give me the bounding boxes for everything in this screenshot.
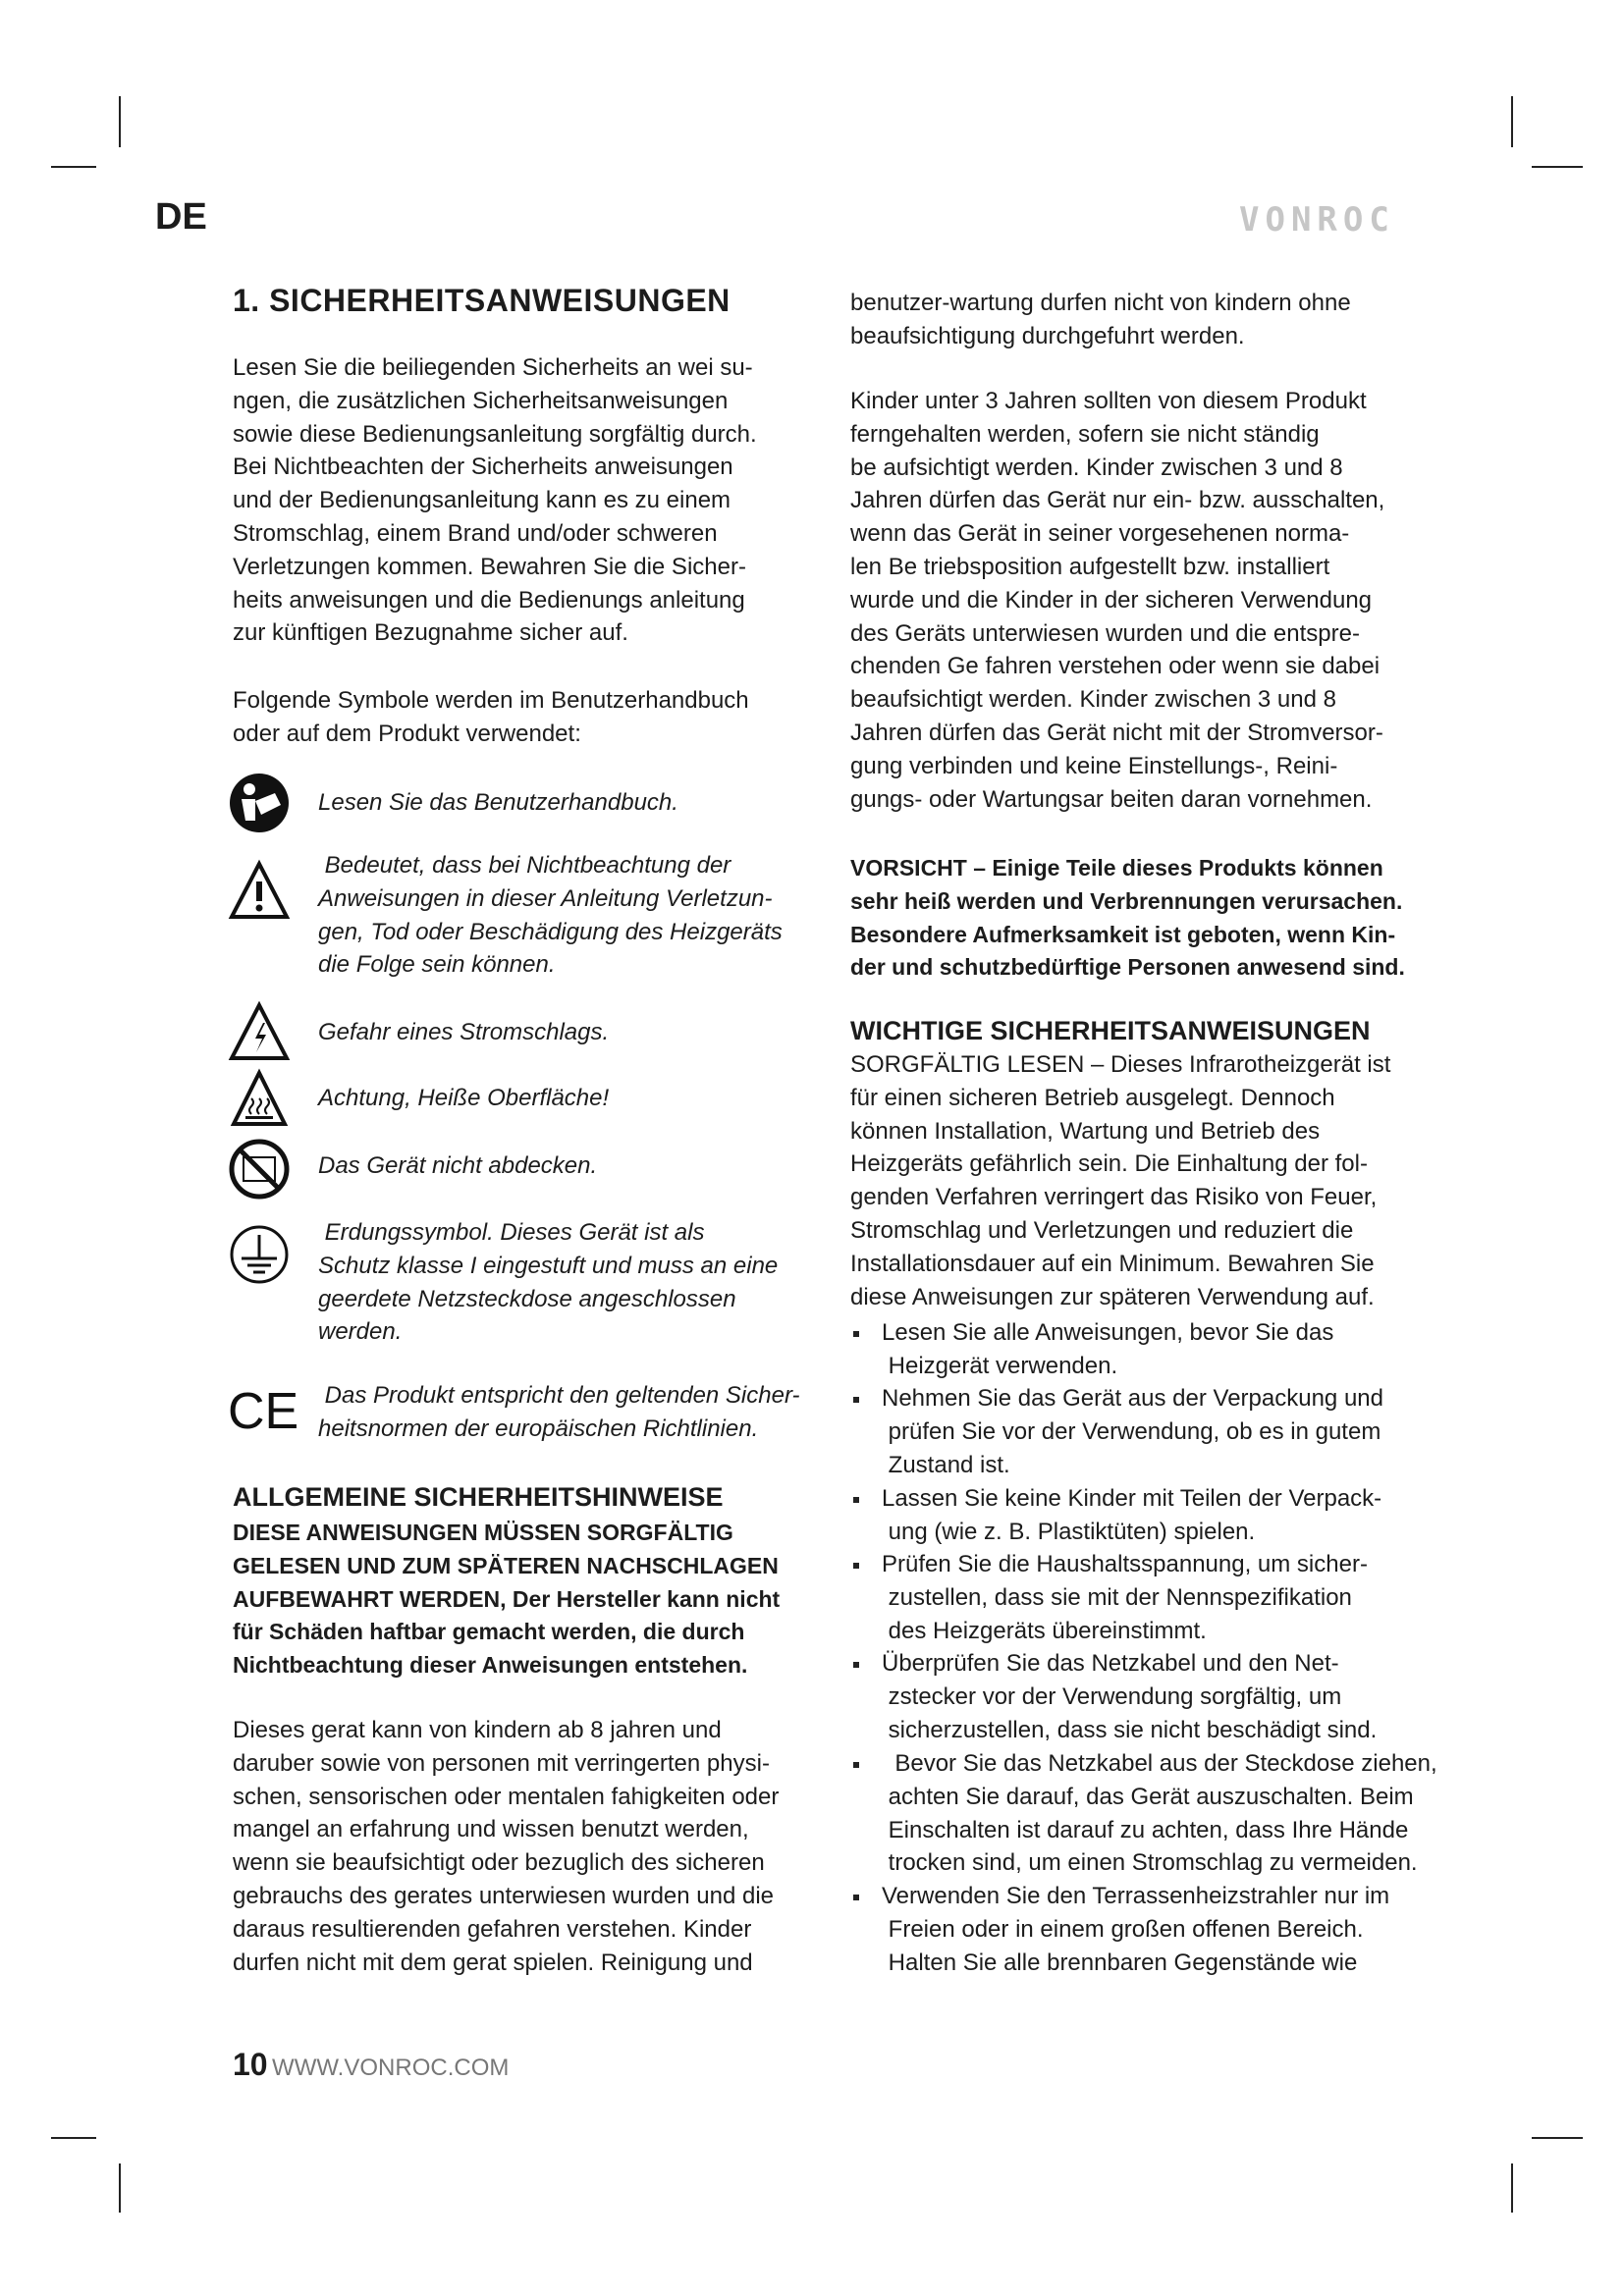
text-line: Besondere Aufmerksamkeit ist geboten, wenn Kin-: [850, 921, 1396, 947]
text-line: Schutz klasse I eingestuft und muss an eine: [318, 1252, 779, 1279]
hot-surface-icon: [228, 1067, 291, 1130]
crop-mark: [1511, 96, 1513, 147]
children-under-3-paragraph: [850, 385, 1384, 816]
text-line: zstecker vor der Verwendung sorgfältig, um: [882, 1682, 1342, 1710]
text-line: len Be triebsposition aufgestellt bzw. installiert: [850, 553, 1330, 580]
text-line: für Schäden haftbar gemacht werden, die durch: [233, 1619, 745, 1645]
text-line: Zustand ist.: [882, 1451, 1010, 1478]
text-line: benutzer-wartung durfen nicht von kindern ohne: [850, 290, 1351, 316]
do-not-cover-icon: [228, 1138, 291, 1201]
text-line: Kinder unter 3 Jahren sollten von diesem Produkt: [850, 388, 1367, 414]
website-link[interactable]: WWW.VONROC.COM: [272, 2055, 510, 2081]
text-line: prüfen Sie vor der Verwendung, ob es in gutem: [882, 1417, 1381, 1445]
text-line: beaufsichtigt werden. Kinder zwischen 3 und 8: [850, 686, 1336, 714]
text-line: Heizgeräts gefährlich sein. Die Einhaltung der fol-: [850, 1150, 1368, 1178]
text-line: und der Bedienungsanleitung kann es zu einem: [233, 487, 731, 514]
page-number: 10: [233, 2047, 268, 2082]
bullet-marker: [853, 1497, 859, 1503]
text-line: gen, Tod oder Beschädigung des Heizgeräts: [318, 918, 783, 945]
text-line: wenn das Gerät in seiner vorgesehenen norma-: [850, 520, 1350, 548]
text-line: Freien oder in einem großen offenen Bereich.: [882, 1915, 1364, 1943]
text-line: sehr heiß werden und Verbrennungen verursachen.: [850, 887, 1403, 914]
crop-mark: [1511, 2163, 1513, 2213]
bullet-item: [882, 1482, 1381, 1549]
text-line: DIESE ANWEISUNGEN MÜSSEN SORGFÄLTIG: [233, 1520, 733, 1545]
text-line: Gefahr eines Stromschlags.: [318, 1019, 610, 1045]
text-line: heits anweisungen und die Bedienungs anleitung: [233, 586, 745, 614]
text-line: Lesen Sie das Benutzerhandbuch.: [318, 789, 678, 816]
general-safety-title: ALLGEMEINE SICHERHEITSHINWEISE: [233, 1482, 724, 1512]
symbol-description: [318, 849, 783, 982]
bullet-item: [882, 1548, 1368, 1647]
text-line: Überprüfen Sie das Netzkabel und den Net-: [882, 1650, 1339, 1677]
text-line: durfen nicht mit dem gerat spielen. Reinigung und: [233, 1949, 753, 1976]
text-line: oder auf dem Produkt verwendet:: [233, 720, 581, 747]
crop-mark: [1532, 166, 1583, 168]
text-line: GELESEN UND ZUM SPÄTEREN NACHSCHLAGEN: [233, 1552, 779, 1578]
electric-shock-icon: [228, 1001, 291, 1064]
text-line: werden.: [318, 1318, 403, 1346]
symbol-description: [318, 1149, 597, 1183]
symbol-description: [318, 1379, 800, 1446]
symbol-description: [318, 1016, 609, 1049]
text-line: Bei Nichtbeachten der Sicherheits anweisungen: [233, 454, 733, 481]
text-line: Verwenden Sie den Terrassenheizstrahler nur im: [882, 1883, 1390, 1909]
crop-mark: [51, 166, 96, 168]
text-line: daruber sowie von personen mit verringerten physi-: [233, 1749, 770, 1777]
ce-mark-icon: [228, 1379, 299, 1442]
text-line: Lesen Sie alle Anweisungen, bevor Sie das: [882, 1319, 1334, 1346]
text-line: Heizgerät verwenden.: [882, 1352, 1118, 1379]
text-line: des Geräts unterwiesen wurden und die entspre-: [850, 619, 1360, 647]
general-safety-warning: [233, 1517, 780, 1682]
text-line: Stromschlag und Verletzungen und reduziert die: [850, 1216, 1354, 1244]
text-line: VORSICHT – Einige Teile dieses Produkts können: [850, 855, 1383, 881]
text-line: Nehmen Sie das Gerät aus der Verpackung und: [882, 1385, 1383, 1412]
text-line: zustellen, dass sie mit der Nennspezifikation: [882, 1583, 1352, 1611]
text-line: AUFBEWAHRT WERDEN, Der Hersteller kann nicht: [233, 1585, 781, 1612]
warning-icon: [228, 860, 291, 923]
text-line: der und schutzbedürftige Personen anwesend sind.: [850, 954, 1405, 981]
bullet-item: [882, 1747, 1437, 1880]
language-code: DE: [155, 196, 207, 238]
crop-mark: [1532, 2137, 1583, 2139]
text-line: be aufsichtigt werden. Kinder zwischen 3 und 8: [850, 454, 1343, 481]
text-line: die Folge sein können.: [318, 951, 556, 979]
text-line: Folgende Symbole werden im Benutzerhandbuch: [233, 687, 749, 714]
text-line: Nichtbeachtung dieser Anweisungen entstehen.: [233, 1652, 748, 1679]
important-safety-title: WICHTIGE SICHERHEITSANWEISUNGEN: [850, 1016, 1371, 1045]
page-footer: [233, 2047, 509, 2083]
bullet-marker: [853, 1397, 859, 1403]
read-manual-icon: [228, 772, 291, 834]
text-line: daraus resultierenden gefahren verstehen. Kinder: [233, 1915, 752, 1943]
symbol-description: [318, 786, 678, 820]
text-line: beaufsichtigung durchgefuhrt werden.: [850, 322, 1245, 349]
text-line: chenden Ge fahren verstehen oder wenn sie dabei: [850, 653, 1380, 680]
text-line: diese Anweisungen zur späteren Verwendung auf.: [850, 1283, 1375, 1310]
section-title: 1. SICHERHEITSANWEISUNGEN: [233, 283, 731, 318]
crop-mark: [119, 96, 121, 147]
text-line: Bedeutet, dass bei Nichtbeachtung der: [318, 852, 731, 879]
symbols-intro: [233, 684, 749, 751]
ground-icon: [228, 1223, 291, 1286]
bullet-marker: [853, 1762, 859, 1768]
bullet-item: [882, 1880, 1389, 1979]
text-line: Installationsdauer auf ein Minimum. Bewahren Sie: [850, 1250, 1375, 1277]
text-line: sowie diese Bedienungsanleitung sorgfältig durch.: [233, 420, 757, 448]
text-line: Dieses gerat kann von kindern ab 8 jahren und: [233, 1717, 722, 1743]
bullet-item: [882, 1647, 1377, 1746]
important-paragraph: [850, 1048, 1390, 1313]
text-line: ferngehalten werden, sofern sie nicht ständig: [850, 420, 1320, 448]
text-line: sicherzustellen, dass sie nicht beschädigt sind.: [882, 1716, 1378, 1743]
symbol-description: [318, 1082, 609, 1115]
brand-logo: VONROC: [1239, 200, 1395, 240]
children-paragraph: [233, 1714, 779, 1979]
text-line: trocken sind, um einen Stromschlag zu vermeiden.: [882, 1849, 1418, 1877]
symbol-description: [318, 1216, 778, 1349]
text-line: Achtung, Heiße Oberfläche!: [318, 1085, 610, 1111]
bullet-marker: [853, 1662, 859, 1668]
bullet-marker: [853, 1331, 859, 1337]
text-line: ngen, die zusätzlichen Sicherheitsanweisungen: [233, 387, 729, 414]
text-line: Lassen Sie keine Kinder mit Teilen der Verpack-: [882, 1485, 1382, 1512]
text-line: genden Verfahren verringert das Risiko von Feuer,: [850, 1184, 1378, 1211]
text-line: zur künftigen Bezugnahme sicher auf.: [233, 619, 628, 647]
bullet-marker: [853, 1563, 859, 1569]
text-line: Halten Sie alle brennbaren Gegenstände wie: [882, 1949, 1358, 1976]
text-line: Erdungssymbol. Dieses Gerät ist als: [318, 1219, 705, 1246]
intro-paragraph: [233, 351, 757, 650]
bullet-item: [882, 1382, 1383, 1481]
text-line: mangel an erfahrung und wissen benutzt werden,: [233, 1816, 749, 1843]
text-line: können Installation, Wartung und Betrieb des: [850, 1117, 1321, 1145]
text-line: wenn sie beaufsichtigt oder bezuglich des sicheren: [233, 1849, 765, 1877]
text-line: Bevor Sie das Netzkabel aus der Steckdose ziehen,: [882, 1750, 1437, 1777]
crop-mark: [51, 2137, 96, 2139]
text-line: für einen sicheren Betrieb ausgelegt. Dennoch: [850, 1084, 1335, 1111]
text-line: Verletzungen kommen. Bewahren Sie die Sicher-: [233, 553, 746, 580]
bullet-marker: [853, 1895, 859, 1900]
crop-mark: [119, 2163, 121, 2213]
text-line: Jahren dürfen das Gerät nur ein- bzw. ausschalten,: [850, 487, 1385, 514]
continued-paragraph: [850, 287, 1351, 353]
text-line: gung verbinden und keine Einstellungs-, Reini-: [850, 752, 1338, 779]
text-line: Das Gerät nicht abdecken.: [318, 1152, 598, 1179]
text-line: Prüfen Sie die Haushaltsspannung, um sicher-: [882, 1551, 1368, 1577]
bullet-item: [882, 1316, 1333, 1383]
text-line: Das Produkt entspricht den geltenden Sicher-: [318, 1382, 800, 1409]
text-line: gungs- oder Wartungsar beiten daran vornehmen.: [850, 785, 1373, 813]
text-line: Anweisungen in dieser Anleitung Verletzun-: [318, 884, 773, 912]
text-line: heitsnormen der europäischen Richtlinien.: [318, 1415, 759, 1442]
text-line: Einschalten ist darauf zu achten, dass Ihre Hände: [882, 1816, 1409, 1843]
caution-paragraph: [850, 852, 1405, 985]
text-line: Lesen Sie die beiliegenden Sicherheits an wei su-: [233, 354, 753, 381]
text-line: geerdete Netzsteckdose angeschlossen: [318, 1285, 736, 1312]
text-line: schen, sensorischen oder mentalen fahigkeiten oder: [233, 1783, 780, 1810]
text-line: wurde und die Kinder in der sicheren Verwendung: [850, 586, 1373, 614]
text-line: ung (wie z. B. Plastiktüten) spielen.: [882, 1518, 1256, 1545]
svg-text:CE: CE: [228, 1383, 299, 1440]
text-line: Jahren dürfen das Gerät nicht mit der Stromversor-: [850, 719, 1383, 746]
text-line: achten Sie darauf, das Gerät auszuschalten. Beim: [882, 1783, 1414, 1810]
text-line: des Heizgeräts übereinstimmt.: [882, 1617, 1207, 1644]
text-line: gebrauchs des gerates unterwiesen wurden und die: [233, 1882, 775, 1909]
text-line: SORGFÄLTIG LESEN – Dieses Infrarotheizgerät ist: [850, 1051, 1391, 1078]
text-line: Stromschlag, einem Brand und/oder schweren: [233, 519, 718, 547]
